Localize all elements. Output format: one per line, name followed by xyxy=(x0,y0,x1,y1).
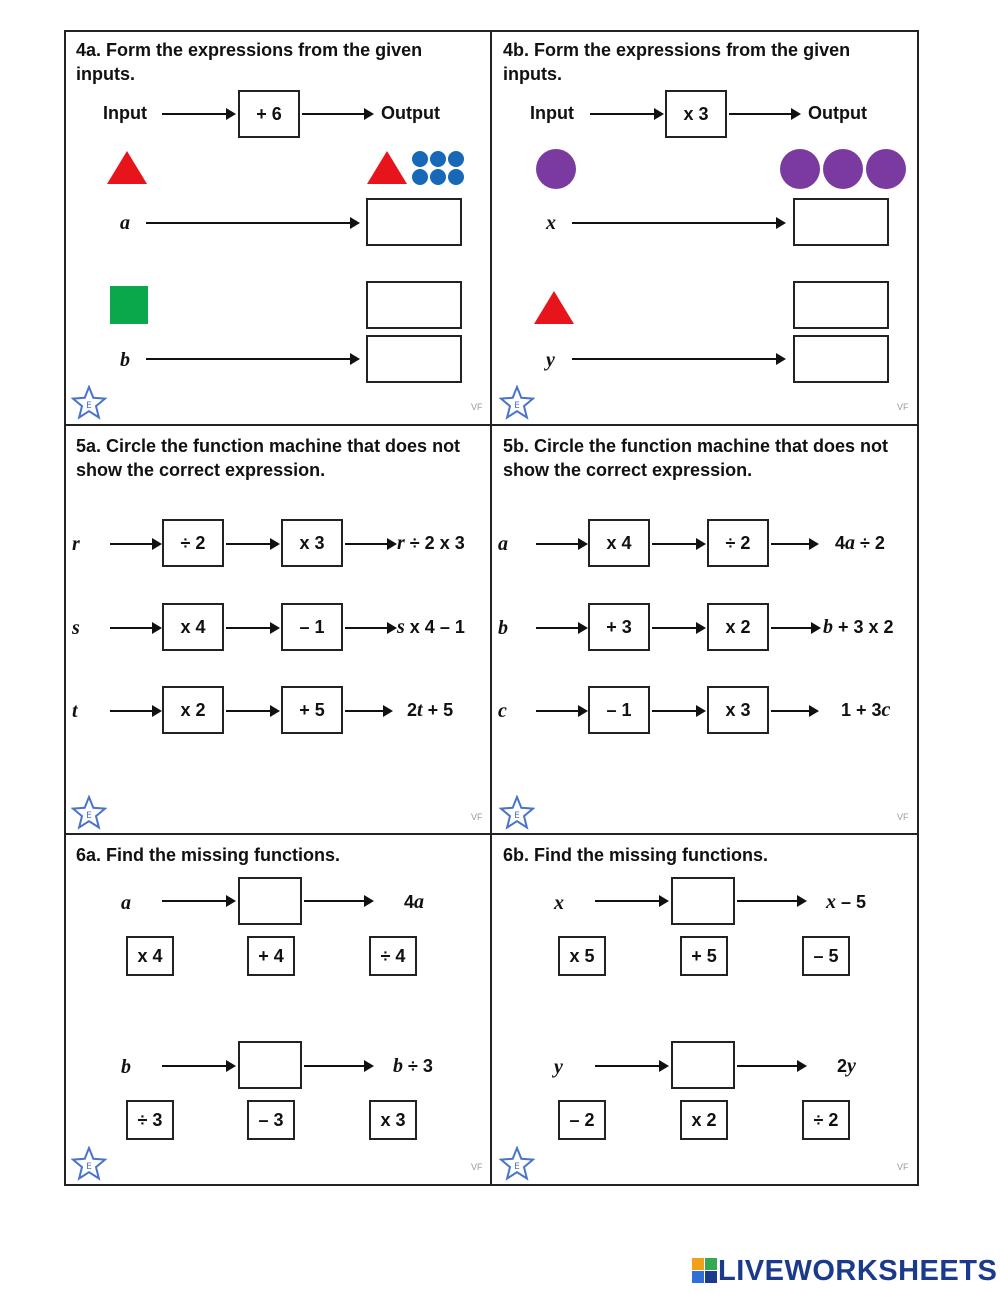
arrow xyxy=(729,113,799,115)
arrow xyxy=(590,113,662,115)
arrow xyxy=(536,710,586,712)
svg-text:E: E xyxy=(86,811,92,821)
arrow xyxy=(652,710,704,712)
green-square-shape xyxy=(110,286,148,324)
panel-6a-title: 6a. Find the missing functions. xyxy=(76,845,341,865)
liveworksheets-logo[interactable] xyxy=(692,1254,997,1288)
panel-4b-title: 4b. Form the expressions from the given inputs. xyxy=(503,40,851,84)
arrow xyxy=(304,1065,372,1067)
option-button[interactable]: – 5 xyxy=(802,936,850,976)
red-triangle-shape xyxy=(366,149,408,185)
panel-5b-title: 5b. Circle the function machine that does not show the correct expression. xyxy=(503,436,889,480)
missing-function-box[interactable] xyxy=(238,877,302,925)
arrow xyxy=(110,543,160,545)
result-expression: r ÷ 2 x 3 xyxy=(397,532,465,554)
arrow xyxy=(536,543,586,545)
star-icon xyxy=(71,1146,107,1182)
arrow xyxy=(110,710,160,712)
arrow xyxy=(302,113,372,115)
variable-b: b xyxy=(120,349,130,371)
vf-mark: VF xyxy=(471,1162,483,1172)
variable-b: b xyxy=(121,1056,131,1078)
function-box: x 4 xyxy=(588,519,650,567)
arrow xyxy=(771,627,819,629)
function-box: ÷ 2 xyxy=(162,519,224,567)
arrow xyxy=(110,627,160,629)
result-expression: b + 3 x 2 xyxy=(823,616,894,638)
variable-c: c xyxy=(498,700,507,722)
star-icon xyxy=(71,385,107,421)
arrow xyxy=(345,627,395,629)
answer-box-b[interactable] xyxy=(366,335,462,383)
variable-a: a xyxy=(498,533,508,555)
variable-r: r xyxy=(72,533,80,555)
vf-mark: VF xyxy=(897,402,909,412)
svg-text:E: E xyxy=(514,401,520,411)
arrow xyxy=(304,900,372,902)
arrow xyxy=(595,1065,667,1067)
function-box: x 2 xyxy=(707,603,769,651)
result-expression: 1 + 3c xyxy=(841,699,891,721)
arrow xyxy=(737,900,805,902)
variable-a: a xyxy=(121,892,131,914)
answer-box-a[interactable] xyxy=(366,198,462,246)
arrow xyxy=(771,543,817,545)
row-divider-2 xyxy=(64,833,919,835)
three-purple-circles-shape xyxy=(779,148,907,190)
variable-x: x xyxy=(546,212,556,234)
column-divider xyxy=(490,30,492,1186)
missing-function-box[interactable] xyxy=(671,877,735,925)
arrow xyxy=(536,627,586,629)
arrow xyxy=(595,900,667,902)
svg-text:E: E xyxy=(86,1162,92,1172)
function-box: x 3 xyxy=(281,519,343,567)
star-icon xyxy=(499,1146,535,1182)
vf-mark: VF xyxy=(471,812,483,822)
star-icon xyxy=(71,795,107,831)
function-box: x 3 xyxy=(665,90,727,138)
arrow xyxy=(345,543,395,545)
arrow xyxy=(226,627,278,629)
star-icon xyxy=(499,795,535,831)
vf-mark: VF xyxy=(897,812,909,822)
function-box: + 5 xyxy=(281,686,343,734)
function-box: x 4 xyxy=(162,603,224,651)
red-triangle-shape xyxy=(533,289,575,325)
missing-function-box[interactable] xyxy=(671,1041,735,1089)
result-expression: 4a ÷ 2 xyxy=(835,532,885,554)
option-button[interactable]: x 4 xyxy=(126,936,174,976)
arrow xyxy=(771,710,817,712)
option-button[interactable]: ÷ 3 xyxy=(126,1100,174,1140)
arrow xyxy=(226,543,278,545)
star-icon xyxy=(499,385,535,421)
missing-function-box[interactable] xyxy=(238,1041,302,1089)
live-badge-icon xyxy=(692,1258,718,1284)
variable-a: a xyxy=(120,212,130,234)
function-box: + 6 xyxy=(238,90,300,138)
result-expression: s x 4 – 1 xyxy=(397,616,465,638)
option-button[interactable]: ÷ 2 xyxy=(802,1100,850,1140)
function-box: ÷ 2 xyxy=(707,519,769,567)
variable-t: t xyxy=(72,700,78,722)
arrow xyxy=(652,627,704,629)
option-button[interactable]: – 2 xyxy=(558,1100,606,1140)
function-box: x 3 xyxy=(707,686,769,734)
option-button[interactable]: – 3 xyxy=(247,1100,295,1140)
answer-box-y[interactable] xyxy=(793,335,889,383)
red-triangle-shape xyxy=(106,149,148,185)
arrow xyxy=(345,710,391,712)
function-box: x 2 xyxy=(162,686,224,734)
row-divider-1 xyxy=(64,424,919,426)
arrow xyxy=(572,222,784,224)
panel-4a-title: 4a. Form the expressions from the given inputs. xyxy=(76,40,423,84)
function-box: – 1 xyxy=(281,603,343,651)
input-label: Input xyxy=(103,103,147,123)
result-expression: 4a xyxy=(404,891,425,913)
output-label: Output xyxy=(808,103,867,123)
arrow xyxy=(162,1065,234,1067)
option-button[interactable]: + 4 xyxy=(247,936,295,976)
answer-box-triangle[interactable] xyxy=(793,281,889,329)
option-button[interactable]: x 5 xyxy=(558,936,606,976)
variable-y: y xyxy=(554,1056,563,1078)
option-button[interactable]: + 5 xyxy=(680,936,728,976)
svg-text:E: E xyxy=(86,401,92,411)
six-blue-dots-shape xyxy=(411,150,467,186)
vf-mark: VF xyxy=(471,402,483,412)
logo-text: LIVEWORKSHEETS xyxy=(718,1254,998,1287)
result-expression: b ÷ 3 xyxy=(393,1055,433,1077)
svg-text:E: E xyxy=(514,1162,520,1172)
result-expression: 2t + 5 xyxy=(407,699,454,721)
arrow xyxy=(572,358,784,360)
svg-text:E: E xyxy=(514,811,520,821)
arrow xyxy=(737,1065,805,1067)
vf-mark: VF xyxy=(897,1162,909,1172)
arrow xyxy=(146,222,358,224)
arrow xyxy=(162,113,234,115)
function-box: + 3 xyxy=(588,603,650,651)
panel-6b-title: 6b. Find the missing functions. xyxy=(503,845,769,865)
option-button[interactable]: x 3 xyxy=(369,1100,417,1140)
option-button[interactable]: x 2 xyxy=(680,1100,728,1140)
variable-x: x xyxy=(554,892,564,914)
answer-box-x[interactable] xyxy=(793,198,889,246)
arrow xyxy=(146,358,358,360)
result-expression: x – 5 xyxy=(826,891,867,913)
variable-b: b xyxy=(498,617,508,639)
result-expression: 2y xyxy=(837,1055,856,1077)
output-label: Output xyxy=(381,103,440,123)
input-label: Input xyxy=(530,103,574,123)
answer-box-square[interactable] xyxy=(366,281,462,329)
variable-y: y xyxy=(546,349,555,371)
arrow xyxy=(226,710,278,712)
function-box: – 1 xyxy=(588,686,650,734)
arrow xyxy=(162,900,234,902)
purple-circle-shape xyxy=(535,148,577,190)
variable-s: s xyxy=(72,617,80,639)
panel-5a-title: 5a. Circle the function machine that does not show the correct expression. xyxy=(76,436,461,480)
arrow xyxy=(652,543,704,545)
option-button[interactable]: ÷ 4 xyxy=(369,936,417,976)
